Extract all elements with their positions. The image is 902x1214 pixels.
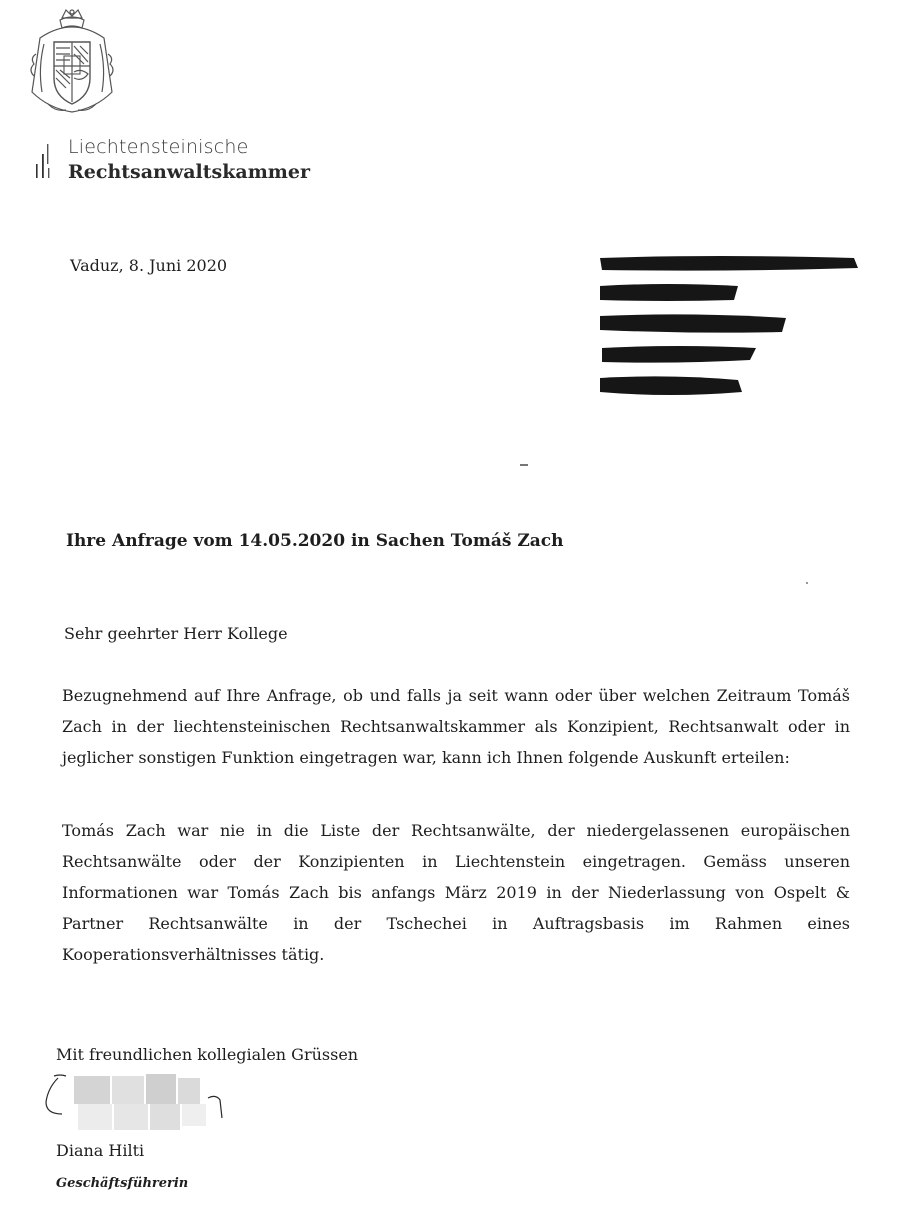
signer-name: Diana Hilti <box>56 1141 145 1160</box>
organization-name-line2: Rechtsanwaltskammer <box>68 161 310 183</box>
redaction-bar <box>602 346 756 363</box>
scan-speck <box>520 464 528 466</box>
redaction-bar <box>600 256 858 271</box>
redacted-address-block <box>596 252 860 402</box>
date-line: Vaduz, 8. Juni 2020 <box>70 256 228 275</box>
body-paragraph-1: Bezugnehmend auf Ihre Anfrage, ob und falls ja seit wann oder über welchen Zeitraum Tomáš Zach in der liechtensteinischen Rechtsanwaltskammer als Konzipient, Rechtsanwalt oder in jeglicher sonstigen Funktion eingetragen war, kann ich Ihnen folgende Auskunft erteilen: <box>62 686 850 767</box>
redaction-bar <box>600 376 742 395</box>
coat-of-arms-icon <box>26 8 118 120</box>
organization-name-line1: Liechtensteinische <box>68 136 249 158</box>
signature-image <box>40 1072 240 1134</box>
scan-speck <box>806 582 808 584</box>
redaction-bar <box>600 314 786 332</box>
redaction-bar <box>600 284 738 301</box>
closing: Mit freundlichen kollegialen Grüssen <box>56 1045 359 1064</box>
logo-bars-icon <box>34 140 54 180</box>
salutation: Sehr geehrter Herr Kollege <box>64 624 288 643</box>
subject-line: Ihre Anfrage vom 14.05.2020 in Sachen Tomáš Zach <box>66 531 564 551</box>
signer-title: Geschäftsführerin <box>56 1176 189 1191</box>
body-paragraph-2: Tomás Zach war nie in die Liste der Rechtsanwälte, der niedergelassenen europäischen Rechtsanwälte oder der Konzipienten in Liechtenstein eingetragen. Gemäss unseren Informationen war Tomás Zach bis anfangs März 2019 in der Niederlassung von Ospelt & Partner Rechtsanwälte in der Tschechei in Auftragsbasis im Rahmen eines Kooperationsverhältnisses tätig. <box>62 821 850 964</box>
